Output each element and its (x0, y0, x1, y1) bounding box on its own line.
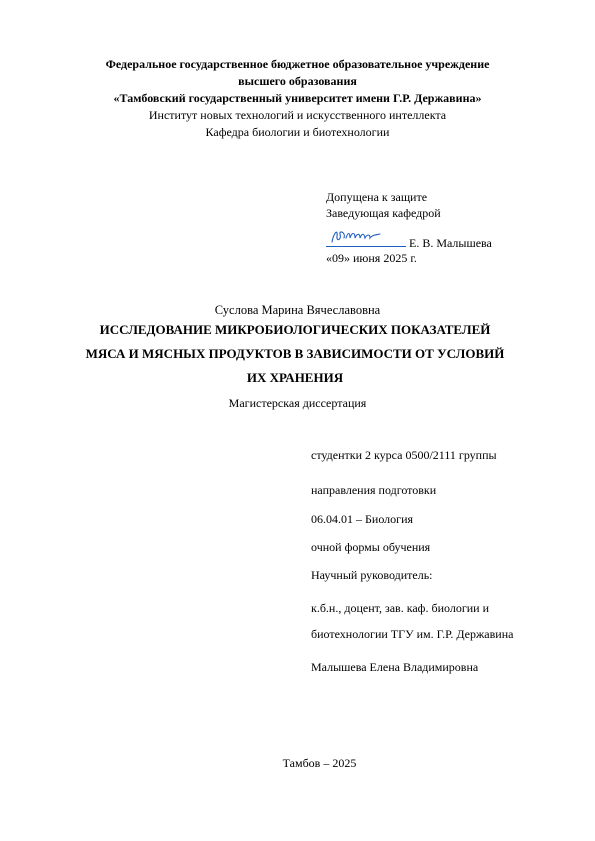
student-info: студентки 2 курса 0500/2111 группы (311, 448, 497, 462)
handwritten-signature-icon (328, 226, 384, 246)
city-year: Тамбов – 2025 (282, 756, 357, 770)
org-line-1: Федеральное государственное бюджетное образовательное учреждение (105, 57, 490, 71)
supervisor-name: Малышева Елена Владимировна (311, 660, 479, 674)
author-name: Суслова Марина Вячеславовна (214, 303, 381, 317)
approval-signer: Е. В. Малышева (409, 236, 492, 250)
department-name: Кафедра биологии и биотехнологии (205, 125, 390, 139)
direction-code: 06.04.01 – Биология (311, 512, 414, 526)
direction-label: направления подготовки (311, 483, 437, 497)
approval-admitted: Допущена к защите (326, 190, 428, 204)
org-line-2: высшего образования (238, 74, 357, 88)
study-form: очной формы обучения (311, 540, 431, 554)
work-type: Магистерская диссертация (228, 396, 367, 410)
approval-head: Заведующая кафедрой (326, 206, 441, 220)
title-line-3: ИХ ХРАНЕНИЯ (246, 370, 344, 385)
supervisor-title-2: биотехнологии ТГУ им. Г.Р. Державина (311, 627, 514, 641)
approval-date: «09» июня 2025 г. (326, 251, 417, 265)
supervisor-label: Научный руководитель: (311, 568, 433, 582)
title-line-2: МЯСА И МЯСНЫХ ПРОДУКТОВ В ЗАВИСИМОСТИ ОТ УСЛОВИЙ (85, 346, 505, 361)
supervisor-title-1: к.б.н., доцент, зав. каф. биологии и (311, 601, 490, 615)
institute-name: Институт новых технологий и искусственного интеллекта (148, 108, 447, 122)
university-name: «Тамбовский государственный университет имени Г.Р. Державина» (113, 91, 482, 105)
title-line-1: ИССЛЕДОВАНИЕ МИКРОБИОЛОГИЧЕСКИХ ПОКАЗАТЕЛЕЙ (99, 322, 491, 337)
